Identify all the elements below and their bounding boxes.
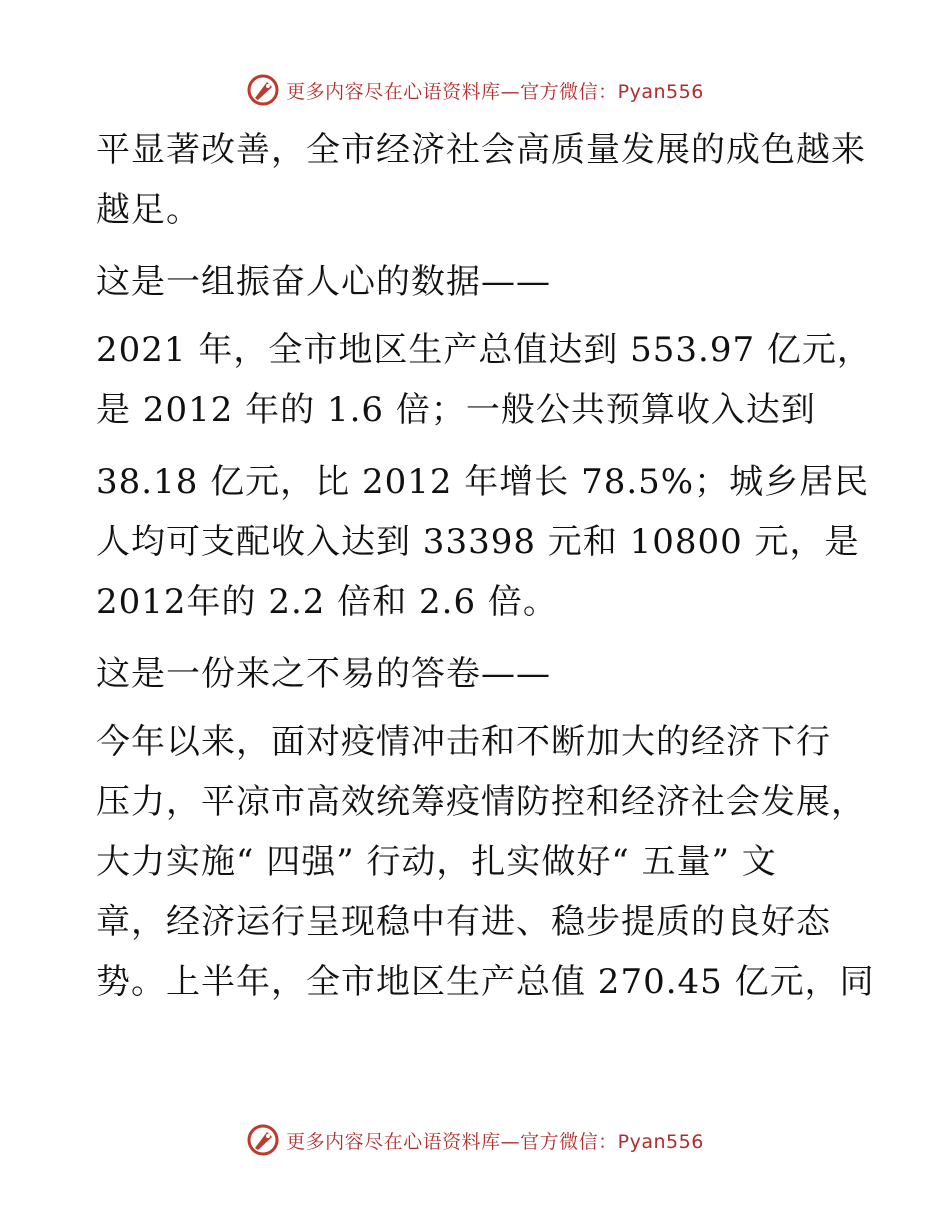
header-banner bbox=[0, 70, 950, 110]
body-line: 这是一组振奋人心的数据—— bbox=[96, 262, 551, 302]
body-line: 势。上半年，全市地区生产总值 270.45 亿元，同 bbox=[96, 962, 875, 1002]
body-line: 压力，平凉市高效统筹疫情防控和经济社会发展， bbox=[96, 782, 866, 822]
document-body bbox=[96, 120, 875, 1012]
pen-nib-logo-icon bbox=[246, 1123, 280, 1157]
body-line: 平显著改善，全市经济社会高质量发展的成色越来 bbox=[96, 130, 866, 170]
body-line: 人均可支配收入达到 33398 元和 10800 元，是 bbox=[96, 522, 860, 562]
pen-nib-logo-icon bbox=[246, 73, 280, 107]
body-line: 2012年的 2.2 倍和 2.6 倍。 bbox=[96, 582, 558, 622]
body-line: 章，经济运行呈现稳中有进、稳步提质的良好态 bbox=[96, 902, 831, 942]
footer-banner bbox=[0, 1120, 950, 1160]
footer-banner-text: 更多内容尽在心语资料库—官方微信：Pyan556 bbox=[286, 1130, 704, 1153]
body-line: 是 2012 年的 1.6 倍；一般公共预算收入达到 bbox=[96, 390, 816, 430]
header-banner-text: 更多内容尽在心语资料库—官方微信：Pyan556 bbox=[286, 80, 704, 103]
body-line: 这是一份来之不易的答卷—— bbox=[96, 654, 551, 694]
body-line: 今年以来，面对疫情冲击和不断加大的经济下行 bbox=[96, 722, 831, 762]
body-line: 越足。 bbox=[96, 190, 201, 230]
body-line: 2021 年，全市地区生产总值达到 553.97 亿元， bbox=[96, 330, 872, 370]
body-line: 38.18 亿元，比 2012 年增长 78.5%；城乡居民 bbox=[96, 462, 870, 502]
body-line: 大力实施“ 四强” 行动，扎实做好“ 五量” 文 bbox=[96, 842, 777, 882]
